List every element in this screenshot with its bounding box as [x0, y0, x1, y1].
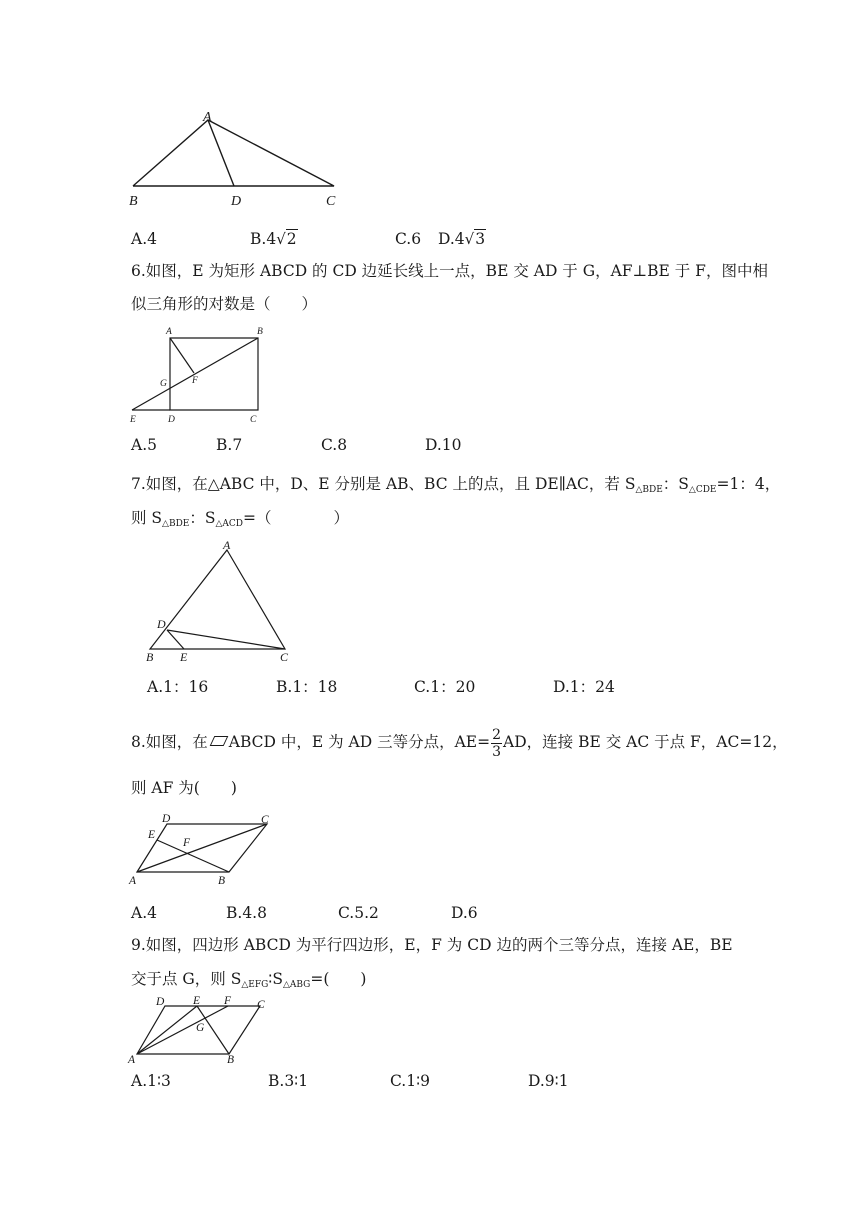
q7-label-b: B: [146, 650, 154, 664]
q8-option-b: B.4.8: [226, 904, 267, 922]
q9-stem-text-3: =( ): [310, 970, 367, 988]
q8-label-c: C: [261, 814, 269, 826]
q8-stem-line1: [131, 722, 788, 762]
q5-option-b-prefix: B.4: [250, 230, 277, 248]
q7-stem-line2: [131, 507, 349, 535]
q8-option-d: D.6: [451, 904, 478, 922]
q9-sub-efg: △EFG: [241, 980, 269, 990]
q8-figure: [126, 810, 276, 888]
q8-stem-text-2: ABCD 中，E 为 AD 三等分点，AE=: [228, 733, 491, 751]
q6-label-a: A: [166, 327, 172, 337]
q6-label-d: D: [168, 415, 175, 425]
q5-option-b-sqrt: √2: [276, 230, 297, 248]
q7-stem-line1: [131, 473, 780, 501]
q6-label-e: E: [130, 415, 136, 425]
q5-label-a: A: [203, 110, 212, 125]
q7-sub-bde: △BDE: [635, 485, 663, 495]
q9-label-e: E: [193, 995, 201, 1007]
q7-option-d: D.1：24: [553, 678, 615, 696]
q6-label-b: B: [257, 327, 263, 337]
q9-figure: [124, 994, 274, 1064]
q9-stem-text-2: ∶S: [268, 970, 283, 988]
q9-label-g: G: [196, 1022, 205, 1034]
q9-label-d: D: [156, 996, 165, 1008]
q7-stem-text-6: =（ ）: [243, 509, 350, 527]
q6-stem-line2: 似三角形的对数是（ ）: [131, 295, 318, 313]
q7-figure: [140, 538, 300, 666]
q7-sub-cde: △CDE: [688, 485, 717, 495]
q9-label-b: B: [227, 1054, 235, 1064]
q8-stem-text-3: AD，连接 BE 交 AC 于点 F，AC=12，: [503, 733, 788, 751]
q7-stem-text-2: ：S: [662, 475, 689, 493]
q8-option-a: A.4: [131, 904, 157, 922]
q5-option-c: C.6: [395, 230, 422, 248]
q9-label-a: A: [128, 1054, 136, 1064]
q5-option-b-radicand: 2: [286, 230, 297, 248]
q5-label-c: C: [326, 194, 336, 209]
q8-frac-num: 2: [492, 726, 502, 743]
q5-option-d-radicand: 3: [475, 230, 486, 248]
q7-stem-text-5: ：S: [189, 509, 216, 527]
q5-option-d-sqrt: √3: [464, 230, 486, 248]
q6-option-a: A.5: [131, 436, 157, 454]
q5-option-d: [438, 228, 486, 250]
q9-option-d: D.9∶1: [528, 1072, 569, 1090]
q7-stem-text-3: =1：4，: [716, 475, 781, 493]
q7-label-a: A: [223, 538, 231, 552]
q6-option-d: D.10: [425, 436, 462, 454]
q8-fraction: [491, 727, 502, 760]
q8-stem-line2: 则 AF 为( ): [131, 779, 237, 797]
q8-label-e: E: [148, 829, 156, 841]
q5-figure: [120, 108, 360, 210]
q5-label-d: D: [231, 194, 242, 209]
q6-option-b: B.7: [216, 436, 243, 454]
q5-option-d-prefix: D.4: [438, 230, 465, 248]
q9-label-f: F: [224, 995, 232, 1007]
q7-sub-bde-2: △BDE: [162, 519, 190, 529]
q8-label-a: A: [129, 875, 137, 887]
q8-label-b: B: [218, 875, 226, 887]
q8-option-c: C.5.2: [338, 904, 379, 922]
q7-stem-text-1: 7.如图，在△ABC 中，D、E 分别是 AB、BC 上的点，且 DE∥AC，若 S: [131, 475, 636, 493]
q8-label-f: F: [183, 837, 191, 849]
q7-option-a: A.1：16: [147, 678, 209, 696]
q9-option-c: C.1∶9: [390, 1072, 430, 1090]
q6-label-g: G: [160, 379, 167, 389]
q7-option-c: C.1：20: [414, 678, 476, 696]
q6-stem-line1: 6.如图，E 为矩形 ABCD 的 CD 边延长线上一点，BE 交 AD 于 G，AF⊥BE 于 F，图中相: [131, 262, 768, 280]
parallelogram-icon: [209, 736, 228, 746]
q9-stem-line2: [131, 968, 366, 996]
q9-label-c: C: [257, 999, 265, 1011]
q7-label-e: E: [180, 650, 188, 664]
q5-label-b: B: [129, 194, 138, 209]
q7-label-c: C: [280, 650, 289, 664]
q8-label-d: D: [162, 813, 171, 825]
q7-label-d: D: [157, 617, 166, 631]
q7-stem-text-4: 则 S: [131, 509, 163, 527]
q5-option-b: [250, 228, 298, 250]
q7-sub-acd: △ACD: [215, 519, 244, 529]
q6-label-f: F: [192, 376, 198, 386]
q6-figure: [128, 322, 268, 426]
q9-option-a: A.1∶3: [131, 1072, 171, 1090]
q6-label-c: C: [250, 415, 257, 425]
q5-option-a: A.4: [131, 230, 157, 248]
q8-stem-text-1: 8.如图，在: [131, 733, 208, 751]
q6-option-c: C.8: [321, 436, 348, 454]
q9-stem-line1: 9.如图，四边形 ABCD 为平行四边形，E，F 为 CD 边的两个三等分点，连接 AE，BE: [131, 936, 733, 954]
q9-stem-text-1: 交于点 G，则 S: [131, 970, 242, 988]
q9-option-b: B.3∶1: [268, 1072, 309, 1090]
q7-option-b: B.1：18: [276, 678, 338, 696]
q9-sub-abg: △ABG: [282, 980, 311, 990]
q8-frac-den: 3: [492, 743, 502, 760]
